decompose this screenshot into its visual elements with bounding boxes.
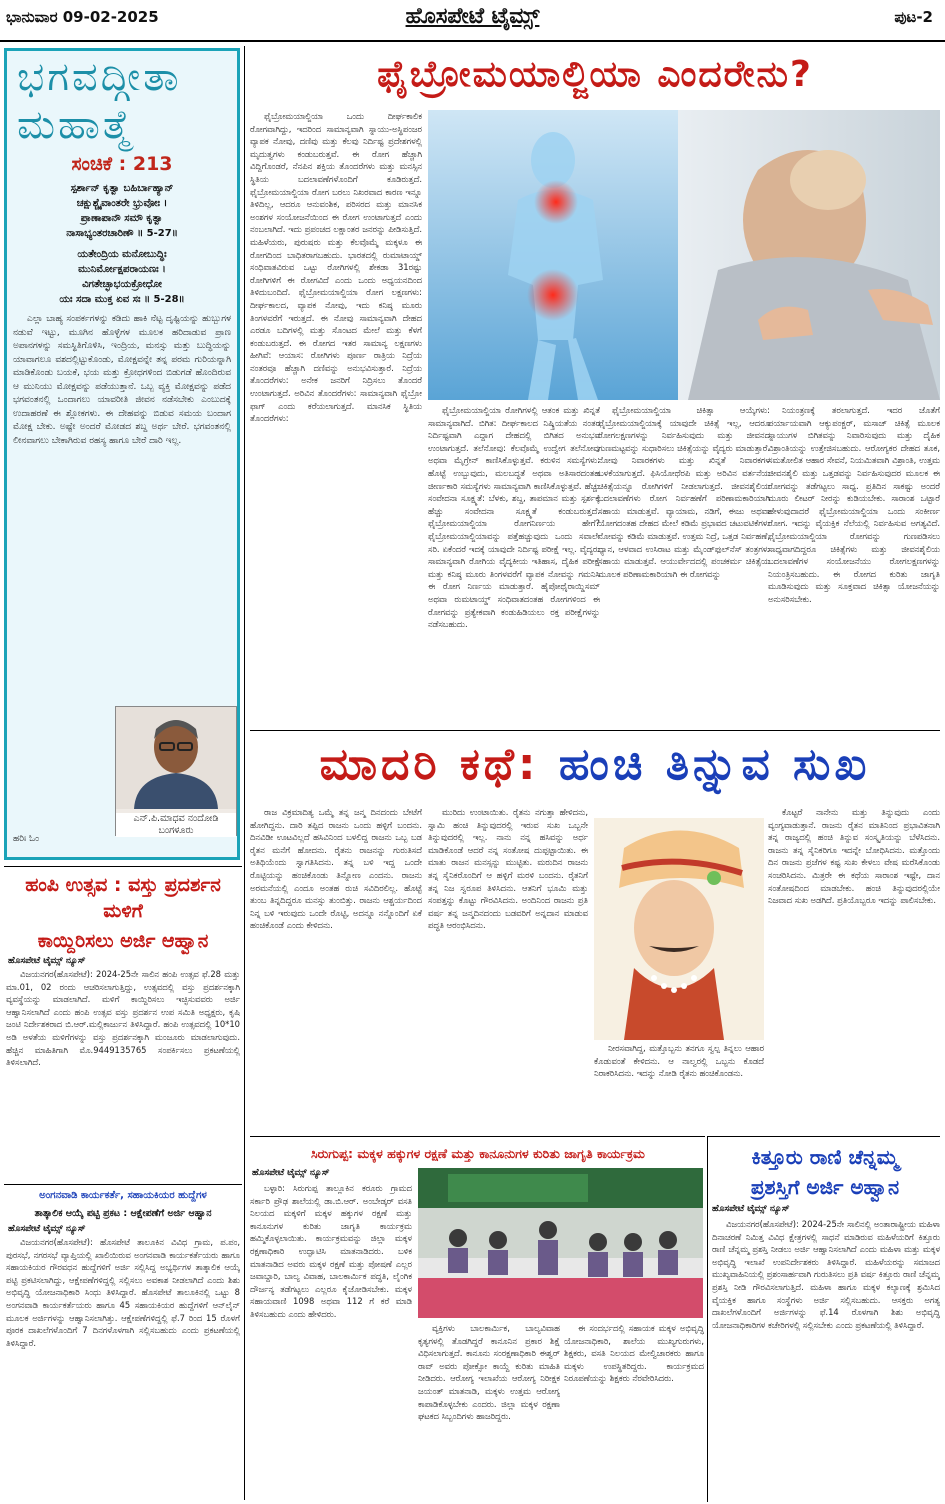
verse-line: ಪ್ರಾಣಾಪಾನೌ ಸಮೌ ಕೃತ್ವಾ <box>80 213 164 224</box>
verse-line: ಮುನಿರ್ಮೋಕ್ಷಪರಾಯಣಃ । <box>78 264 166 275</box>
fibro-col-2 <box>428 404 600 728</box>
masthead: ಹೊಸಪೇಟೆ ಟೈಮ್ಸ್ <box>405 4 540 29</box>
katha-headline <box>250 732 940 798</box>
page-number: ಪುಟ-2 <box>894 8 933 26</box>
section-rule <box>4 1184 242 1185</box>
siruguppa-headline: ಸಿರುಗುಪ್ಪ: ಮಕ್ಕಳ ಹಕ್ಕುಗಳ ರಕ್ಷಣೆ ಮತ್ತು ಕಾನೂನುಗಳ ಕುರಿತು ಜಾಗೃತಿ ಕಾರ್ಯಕ್ರಮ <box>311 1146 645 1161</box>
section-rule <box>250 730 940 731</box>
gita-verse-1 <box>11 181 233 241</box>
katha-text-3: ನೀರಸವಾಗಿದ್ದ, ಮತ್ತೊಬ್ಬನು ತನಗೂ ಸ್ವಲ್ಪ ತಿನ್ನಲು ಆಹಾರ ಕೊಡುವಂತೆ ಕೇಳಿದನು. ಆ ನಾಲ್ವರಲ್ಲಿ ಒಬ್ಬನು ಕೊಡದೆ ನಿರಾಕರಿಸಿದನು. ಇದನ್ನು ನೋಡಿ ರೈತನು ಹಂಚಿಕೊಂಡನು. <box>594 1043 764 1079</box>
fibro-illustration <box>428 110 940 400</box>
gita-issue-number: ಸಂಚಿಕೆ : 213 <box>71 153 173 175</box>
king-illustration <box>594 818 764 1040</box>
hampi-body <box>6 968 240 1180</box>
anganwadi-body <box>6 1236 240 1500</box>
siruguppa-text-3: ಈ ಸಂದರ್ಭದಲ್ಲಿ ಸಹಾಯಕ ಮಕ್ಕಳ ಅಭಿವೃದ್ಧಿ ಯೋಜನಾಧಿಕಾರಿ, ಶಾಲೆಯ ಮುಖ್ಯಗುರುಗಳು, ಶಿಕ್ಷಕರು, ವಸತಿ ನಿಲಯದ ಮೇಲ್ವಿಚಾರಕರು ಹಾಗೂ ಮಕ್ಕಳು ಉಪಸ್ಥಿತರಿದ್ದರು. ಕಾರ್ಯಕ್ರಮದ ನಿರೂಪಣೆಯನ್ನು ಶಿಕ್ಷಕರು ನೆರವೇರಿಸಿದರು. <box>564 1323 704 1384</box>
fibro-text-2: ಫೈಬ್ರೋಮಯಾಲ್ಜಿಯಾ ರೋಗಿಗಳಲ್ಲಿ ಆತಂಕ ಮತ್ತು ಖಿನ್ನತೆ ಸಾಮಾನ್ಯವಾಗಿದೆ. ಬಿಗಿತ: ದೀರ್ಘಕಾಲದ ನಿಷ್ಕ್ರಿಯತೆಯ ನಂತರ ನಿರ್ದಿಷ್ಟವಾಗಿ ಎದ್ದಾಗ ದೇಹದಲ್ಲಿ ಬಿಗಿತದ ಅನುಭವ ಉಂಟಾಗುತ್ತದೆ. ತಲೆನೋವು: ಕೆಲವೊಮ್ಮೆ ಉದ್ವೇಗ ತಲೆನೋವು ಅಥವಾ ಮೈಗ್ರೇನ್ ಕಾಣಿಸಿಕೊಳ್ಳುತ್ತವೆ. ಕರುಳಿನ ಸಮಸ್ಯೆಗಳು: ಹೊಟ್ಟೆ ಉಬ್ಬುವುದು, ಮಲಬದ್ಧತೆ ಅಥವಾ ಅತಿಸಾರದಂತಹ ಜೀರ್ಣಕಾರಿ ಸಮಸ್ಯೆಗಳು ಸಾಮಾನ್ಯವಾಗಿ ಕಾಣಿಸಿಕೊಳ್ಳುತ್ತವೆ. ಹೆಚ್ಚು ಸಂವೇದನಾ ಸೂಕ್ಷ್ಮತೆ: ಬೆಳಕು, ಶಬ್ದ, ತಾಪಮಾನ ಮತ್ತು ಸ್ಪರ್ಶಕ್ಕೆ ಹೆಚ್ಚು ಸಂವೇದನಾ ಸೂಕ್ಷ್ಮತೆ ಕಂಡುಬರುತ್ತದೆ. ಫೈಬ್ರೋಮಯಾಲ್ಜಿಯಾ ರೋಗನಿರ್ಣಯ ಹೇಗೆ? ಫೈಬ್ರೋಮಯಾಲ್ಜಿಯಾವನ್ನು ಪತ್ತೆಹಚ್ಚುವುದು ಒಂದು ಸವಾಲೇ ಸರಿ. ಏಕೆಂದರೆ ಇದಕ್ಕೆ ಯಾವುದೇ ನಿರ್ದಿಷ್ಟ ಪರೀಕ್ಷೆ ಇಲ್ಲ. ವೈದ್ಯರು ಸಾಮಾನ್ಯವಾಗಿ ರೋಗಿಯ ವೈದ್ಯಕೀಯ ಇತಿಹಾಸ, ದೈಹಿಕ ಪರೀಕ್ಷೆ ಮತ್ತು ಕನಿಷ್ಠ ಮೂರು ತಿಂಗಳವರೆಗೆ ವ್ಯಾಪಕ ನೋವನ್ನು ಗಮನಿಸಿ ಈ ರೋಗ ನಿರ್ಣಯ ಮಾಡುತ್ತಾರೆ. ಹೈಪೋಥೈರಾಯ್ಡಿಸಮ್ ಅಥವಾ ರುಮಟಾಯ್ಡ್ ಸಂಧಿವಾತದಂತಹ ರೋಗಗಳಿಂದ ಈ ರೋಗವನ್ನು ಪ್ರತ್ಯೇಕವಾಗಿ ಕಂಡುಹಿಡಿಯಲು ರಕ್ತ ಪರೀಕ್ಷೆಗಳನ್ನು ನಡೆಸಬಹುದು. <box>428 405 600 630</box>
section-rule <box>4 866 242 867</box>
kittur-text: ವಿಜಯನಗರ(ಹೊಸಪೇಟೆ): 2024-25ನೇ ಸಾಲಿನಲ್ಲಿ ಅಂತಾರಾಷ್ಟ್ರೀಯ ಮಹಿಳಾ ದಿನಾಚರಣೆ ನಿಮಿತ್ತ ವಿವಿಧ ಕ್ಷೇತ್ರಗಳಲ್ಲಿ ಸಾಧನೆ ಮಾಡಿರುವ ಮಹಿಳೆಯರಿಗೆ ಕಿತ್ತೂರು ರಾಣಿ ಚೆನ್ನಮ್ಮ ಪ್ರಶಸ್ತಿ ನೀಡಲು ಅರ್ಜಿ ಆಹ್ವಾನಿಸಲಾಗಿದೆ ಎಂದು ಮಹಿಳಾ ಮತ್ತು ಮಕ್ಕಳ ಅಭಿವೃದ್ಧಿ ಇಲಾಖೆ ಉಪನಿರ್ದೇಶಕರು ತಿಳಿಸಿದ್ದಾರೆ. ಮಹಿಳೆಯರನ್ನು ಸಮಾಜದ ಮುಖ್ಯವಾಹಿನಿಯಲ್ಲಿ ಪ್ರಶಂಸಾರ್ಹವಾಗಿ ಗುರುತಿಸಲು ಪ್ರತಿ ವರ್ಷ ಕಿತ್ತೂರು ರಾಣಿ ಚೆನ್ನಮ್ಮ ಪ್ರಶಸ್ತಿ ನೀಡಿ ಗೌರವಿಸಲಾಗುತ್ತಿದೆ. ಮಹಿಳಾ ಹಾಗೂ ಮಕ್ಕಳ ಕಲ್ಯಾಣಕ್ಕೆ ಶ್ರಮಿಸಿದ ವೈಯಕ್ತಿಕ ಹಾಗೂ ಸಂಸ್ಥೆಗಳು ಅರ್ಜಿ ಸಲ್ಲಿಸಬಹುದು. ಆಸಕ್ತರು ಅಗತ್ಯ ದಾಖಲೆಗಳೊಂದಿಗೆ ಅರ್ಜಿಗಳನ್ನು ಫೆ.14 ರೊಳಗಾಗಿ ಶಿಶು ಅಭಿವೃದ್ಧಿ ಯೋಜನಾಧಿಕಾರಿಗಳ ಕಚೇರಿಗಳಲ್ಲಿ ಸಲ್ಲಿಸಬೇಕು ಎಂದು ಪ್ರಕಟಣೆಯಲ್ಲಿ ತಿಳಿಸಿದ್ದಾರೆ. <box>712 1219 940 1330</box>
katha-col-1 <box>250 806 422 1132</box>
gita-end-text: ಹರಿಃ ಓಂ <box>13 834 40 844</box>
gita-body-continued <box>13 691 113 851</box>
kittur-headline <box>710 1142 940 1202</box>
hampi-subheadline: ಕಾಯ್ದಿರಿಸಲು ಅರ್ಜಿ ಆಹ್ವಾನ <box>37 930 209 952</box>
page-header <box>0 0 945 42</box>
siruguppa-text-1: ಬಳ್ಳಾರಿ: ಸಿರುಗುಪ್ಪ ತಾಲ್ಲೂಕಿನ ಕರೂರು ಗ್ರಾಮದ ಸರ್ಕಾರಿ ಪ್ರೌಢ ಶಾಲೆಯಲ್ಲಿ ಡಾ.ಬಿ.ಆರ್. ಅಂಬೇಡ್ಕರ್ ವಸತಿ ನಿಲಯದ ಮಕ್ಕಳಿಗೆ ಮಕ್ಕಳ ಹಕ್ಕುಗಳ ರಕ್ಷಣೆ ಮತ್ತು ಕಾನೂನುಗಳ ಕುರಿತು ಜಾಗೃತಿ ಕಾರ್ಯಕ್ರಮ ಹಮ್ಮಿಕೊಳ್ಳಲಾಯಿತು. ಕಾರ್ಯಕ್ರಮವನ್ನು ಜಿಲ್ಲಾ ಮಕ್ಕಳ ರಕ್ಷಣಾಧಿಕಾರಿ ಉದ್ಘಾಟಿಸಿ ಮಾತನಾಡಿದರು. ಬಳಿಕ ಮಾತನಾಡಿದ ಅವರು ಮಕ್ಕಳ ರಕ್ಷಣೆ ಮತ್ತು ಪೋಷಣೆ ಎಲ್ಲರ ಜವಾಬ್ದಾರಿ, ಬಾಲ್ಯ ವಿವಾಹ, ಬಾಲಕಾರ್ಮಿಕ ಪದ್ಧತಿ, ಲೈಂಗಿಕ ದೌರ್ಜನ್ಯ ತಡೆಗಟ್ಟಲು ಎಲ್ಲರೂ ಕೈಜೋಡಿಸಬೇಕು. ಮಕ್ಕಳ ಸಹಾಯವಾಣಿ 1098 ಅಥವಾ 112 ಗೆ ಕರೆ ಮಾಡಿ ತಿಳಿಸಬಹುದು ಎಂದು ಹೇಳಿದರು. <box>250 1183 412 1319</box>
anganwadi-text: ವಿಜಯನಗರ(ಹೊಸಪೇಟೆ): ಹೊಸಪೇಟೆ ತಾಲೂಕಿನ ವಿವಿಧ ಗ್ರಾಮ, ಪ.ಪಂ, ಪುರಸಭೆ, ನಗರಸಭೆ ವ್ಯಾಪ್ತಿಯಲ್ಲಿ ಖಾಲಿಯಿರುವ ಅಂಗನವಾಡಿ ಕಾರ್ಯಕರ್ತೆಯರು ಹಾಗೂ ಸಹಾಯಕಿಯರ ಗೌರವಧನ ಹುದ್ದೆಗಳಿಗೆ ಅರ್ಜಿ ಸಲ್ಲಿಸಿದ್ದ ಅಭ್ಯರ್ಥಿಗಳ ತಾತ್ಕಾಲಿಕ ಆಯ್ಕೆ ಪಟ್ಟಿ ಪ್ರಕಟಿಸಲಾಗಿದ್ದು, ಆಕ್ಷೇಪಣೆಗಳಿದ್ದಲ್ಲಿ ಸಲ್ಲಿಸಲು ಅವಕಾಶ ನೀಡಲಾಗಿದೆ ಎಂದು ಶಿಶು ಅಭಿವೃದ್ಧಿ ಯೋಜನಾಧಿಕಾರಿ ಸಿಂಧು ತಿಳಿಸಿದ್ದಾರೆ. ಹೊಸಪೇಟೆ ತಾಲೂಕಿನಲ್ಲಿ ಒಟ್ಟು 8 ಅಂಗನವಾಡಿ ಕಾರ್ಯಕರ್ತೆಯರು ಹಾಗೂ 45 ಸಹಾಯಕಿಯರ ಹುದ್ದೆಗಳಿಗೆ ಆನ್‌ಲೈನ್ ಮೂಲಕ ಅರ್ಜಿಗಳನ್ನು ಆಹ್ವಾನಿಸಲಾಗಿತ್ತು. ಆಕ್ಷೇಪಣೆಗಳಿದ್ದಲ್ಲಿ ಫೆ.7 ರಿಂದ 15 ರೊಳಗೆ ಪೂರಕ ದಾಖಲೆಗಳೊಂದಿಗೆ 7 ದಿನಗಳೊಳಗಾಗಿ ಸಲ್ಲಿಸಬಹುದು ಎಂದು ಪ್ರಕಟಣೆಯಲ್ಲಿ ತಿಳಿಸಿದ್ದಾರೆ. <box>6 1237 240 1348</box>
gita-body-text: ಎಲ್ಲಾ ಬಾಹ್ಯ ಸಂಪರ್ಕಗಳನ್ನು ಕಡಿದು ಹಾಕಿ ನೆಟ್ಟ ದೃಷ್ಟಿಯನ್ನು ಹುಬ್ಬುಗಳ ನಡುವೆ ಇಟ್ಟು, ಮೂಗಿನ ಹೊಳ್ಳೆಗಳ ಮೂಲಕ ಹರಿದಾಡುವ ಪ್ರಾಣ ಅಪಾನಗಳನ್ನು ಸಮಸ್ಥಿತಿಗೊಳಿಸಿ, ಇಂದ್ರಿಯ, ಮನಸ್ಸು ಮತ್ತು ಬುದ್ಧಿಯನ್ನು ಯಾವಾಗಲೂ ವಶದಲ್ಲಿಟ್ಟುಕೊಂಡು, ಮೋಕ್ಷವನ್ನೇ ತನ್ನ ಪರಮ ಗುರಿಯನ್ನಾಗಿ ಮಾಡಿಕೊಂಡು ಬಯಕೆ, ಭಯ ಮತ್ತು ಕ್ರೋಧಗಳಿಂದ ಬಿಡುಗಡೆ ಹೊಂದಿರುವ ಆ ಮುನಿಯು ಮೋಕ್ಷವನ್ನು ಪಡೆಯುತ್ತಾನೆ. ಒಬ್ಬ ವ್ಯಕ್ತಿ ಮೋಕ್ಷವನ್ನು ಪಡೆದ ಭಗವಂತನಲ್ಲಿ ಒಂದಾಗಲು ಯಾವರೀತಿ ಜೀವನ ನಡೆಸಬೇಕು ಎಂಬುದಕ್ಕೆ ಉದಾಹರಣೆ ಈ ಶ್ಲೋಕಗಳು. ಈ ದೇಹವನ್ನು ಬಿಡುವ ಸಮಯ ಬಂದಾಗ ಮೋಕ್ಷ ಬೇಕು. ಅಷ್ಟೇ ಅಂದರೆ ಮೋಡದ ಶಬ್ದ ಅರ್ಥ ಬೇರೆ. ಭಗವಂತನಲ್ಲಿ ಲೀನವಾಗಲು ಬೇಕಾಗಿರುವ ರಹಸ್ಯ ಹಾಗೂ ಬೇರೆ ದಾರಿ ಇಲ್ಲ. <box>13 314 231 446</box>
fibro-text-3: ಫೈಬ್ರೋಮಯಾಲ್ಜಿಯಾ ಚಿಕಿತ್ಸಾ ಆಯ್ಕೆಗಳು: ಫೈಬ್ರೋಮಯಾಲ್ಜಿಯಾಕ್ಕೆ ಯಾವುದೇ ಚಿಕಿತ್ಸೆ ಇಲ್ಲ, ಆದರೂ ರೋಗಲಕ್ಷಣಗಳನ್ನು ನಿರ್ವಹಿಸುವುದು ಮತ್ತು ಜೀವನದ ಗುಣಮಟ್ಟವನ್ನು ಸುಧಾರಿಸಲು ಚಿಕಿತ್ಸೆಯನ್ನು ವೈದ್ಯರು ಮಾಡುತ್ತಾರೆ. ನೋವು ನಿವಾರಕಗಳು ಮತ್ತು ಖಿನ್ನತೆ ನಿವಾರಕಗಳ ಬಳಕೆಯಾಗುತ್ತದೆ. ಫಿಸಿಯೋಥೆರಪಿ ಮತ್ತು ಅರಿವಿನ ವರ್ತನೆಯ ಚಿಕಿತ್ಸೆಯನ್ನೂ ರೋಗಿಗಳಿಗೆ ನೀಡಲಾಗುತ್ತದೆ. ಜೀವನಶೈಲಿಯ ಬದಲಾವಣೆಗಳು ರೋಗ ನಿರ್ವಹಣೆಗೆ ಪರಿಣಾಮಕಾರಿಯಾಗಿ ಸಹಾಯ ಮಾಡುತ್ತವೆ. ವ್ಯಾಯಾಮ, ನಡಿಗೆ, ಈಜು ಅಥವಾ ಯೋಗದಂತಹ ದೇಹದ ಮೇಲೆ ಕಡಿಮೆ ಪ್ರಭಾವದ ಚಟುವಟಿಕೆಗಳು ನೋವನ್ನು ಕಡಿಮೆ ಮಾಡುತ್ತವೆ. ಉತ್ತಮ ನಿದ್ರೆ, ಒತ್ತಡ ನಿರ್ವಹಣೆ, ಧ್ಯಾನ, ಆಳವಾದ ಉಸಿರಾಟ ಮತ್ತು ಮೈಂಡ್‌ಫುಲ್‌ನೆಸ್ ತಂತ್ರಗಳು ಸಹಾಯ ಮಾಡುತ್ತವೆ. ಆಯುರ್ವೇದದಲ್ಲಿ ಪಂಚಕರ್ಮ ಚಿಕಿತ್ಸೆಯ ಮೂಲಕ ಪರಿಣಾಮಕಾರಿಯಾಗಿ ಈ ರೋಗವನ್ನು <box>598 405 770 579</box>
hampi-dateline: ಹೊಸಪೇಟೆ ಟೈಮ್ಸ್ ನ್ಯೂಸ್ <box>8 956 86 966</box>
kittur-title-1: ಕಿತ್ತೂರು ರಾಣಿ ಚೆನ್ನಮ್ಮ <box>751 1145 899 1169</box>
kittur-dateline: ಹೊಸಪೇಟೆ ಟೈಮ್ಸ್ ನ್ಯೂಸ್ <box>712 1204 790 1214</box>
section-rule <box>250 1136 705 1137</box>
katha-col-4 <box>768 806 940 1132</box>
siruguppa-col-1 <box>250 1182 412 1500</box>
fibro-photo <box>428 110 940 400</box>
gita-body <box>13 313 231 693</box>
anganwadi-headline: ಅಂಗನವಾಡಿ ಕಾರ್ಯಕರ್ತೆ, ಸಹಾಯಕಿಯರ ಹುದ್ದೆಗಳ <box>39 1190 207 1201</box>
siruguppa-col-2 <box>418 1322 560 1500</box>
verse-line: ಯತೇಂದ್ರಿಯ ಮನೋಬುದ್ಧಿಃ <box>77 249 167 260</box>
hampi-headline: ಹಂಪಿ ಉತ್ಸವ : ವಸ್ತು ಪ್ರದರ್ಶನ ಮಳಿಗೆ <box>25 874 221 922</box>
verse-line: ನಾಸಾಭ್ಯಂತರಚಾರಿಣೌ ॥ 5-27॥ <box>66 228 178 239</box>
king-portrait <box>594 818 764 1040</box>
author-place: ಬಂಗಳೂರು <box>116 825 236 837</box>
hampi-text: ವಿಜಯನಗರ(ಹೊಸಪೇಟೆ): 2024-25ನೇ ಸಾಲಿನ ಹಂಪಿ ಉತ್ಸವ ಫೆ.28 ಮತ್ತು ಮಾ.01, 02 ರಂದು ಆಚರಿಸಲಾಗುತ್ತಿದ್ದು, ಉತ್ಸವದಲ್ಲಿ ವಸ್ತು ಪ್ರದರ್ಶನಕ್ಕಾಗಿ ವ್ಯವಸ್ಥೆಯನ್ನು ಮಾಡಲಾಗಿದೆ. ಮಳಿಗೆ ಕಾಯ್ದಿರಿಸಲು ಇಚ್ಛಿಸುವವರು ಅರ್ಜಿ ಆಹ್ವಾನಿಸಲಾಗಿದೆ ಎಂದು ಹಂಪಿ ಉತ್ಸವ ವಸ್ತು ಪ್ರದರ್ಶನ ಉಪ ಸಮಿತಿ ಅಧ್ಯಕ್ಷರು, ಕೃಷಿ ಜಂಟಿ ನಿರ್ದೇಶಕರಾದ ಬಿ.ಆರ್.ಮಲ್ಲಿಕಾರ್ಜುನ ತಿಳಿಸಿದ್ದಾರೆ. ಹಂಪಿ ಉತ್ಸವದಲ್ಲಿ 10*10 ಅಡಿ ಅಳತೆಯ ಮಳಿಗೆಗಳನ್ನು ವಸ್ತು ಪ್ರದರ್ಶನಕ್ಕಾಗಿ ಮಂಜೂರು ಮಾಡಲಾಗುವುದು. ಹೆಚ್ಚಿನ ಮಾಹಿತಿಗಾಗಿ ಮೊ.9449135765 ಸಂಪರ್ಕಿಸಲು ಪ್ರಕಟಣೆಯಲ್ಲಿ ತಿಳಿಸಲಾಗಿದೆ. <box>6 969 240 1068</box>
verse-line: ಚಕ್ಷುಶ್ಚೈವಾಂತರೇ ಭ್ರುವೋಃ । <box>76 198 168 209</box>
katha-text-2: ಮುರಿದು ಉಂಟಾಯಿತು. ರೈತನು ನಗುತ್ತಾ ಹೇಳಿದನು, ಸ್ವಾಮಿ ಹಂಚಿ ತಿನ್ನುವುದರಲ್ಲಿ ಇರುವ ಸುಖ ಒಬ್ಬನೇ ತಿನ್ನುವುದರಲ್ಲಿ ಇಲ್ಲ. ನಾನು ನನ್ನ ಹಸಿವನ್ನು ಅರ್ಧ ಮಾಡಿಕೊಂಡೆ ಆದರೆ ನನ್ನ ಸಂತೋಷ ದುಪ್ಪಟ್ಟಾಯಿತು. ಈ ಮಾತು ರಾಜನ ಮನಸ್ಸನ್ನು ಮುಟ್ಟಿತು. ಮರುದಿನ ರಾಜನು ತನ್ನ ಸೈನಿಕರೊಂದಿಗೆ ಆ ಹಳ್ಳಿಗೆ ಮರಳಿ ಬಂದನು. ರೈತನಿಗೆ ತನ್ನ ನಿಜ ಸ್ವರೂಪ ತಿಳಿಸಿದನು. ಆತನಿಗೆ ಭೂಮಿ ಮತ್ತು ಸಂಪತ್ತನ್ನು ಕೊಟ್ಟು ಗೌರವಿಸಿದನು. ಅಂದಿನಿಂದ ರಾಜನು ಪ್ರತಿ ವರ್ಷ ತನ್ನ ಜನ್ಮದಿನದಂದು ಬಡವರಿಗೆ ಅನ್ನದಾನ ಮಾಡುವ ಪದ್ಧತಿ ಆರಂಭಿಸಿದನು. <box>428 807 588 931</box>
kittur-title-2: ಪ್ರಶಸ್ತಿಗೆ ಅರ್ಜಿ ಅಹ್ವಾನ <box>750 1175 900 1199</box>
verse-line: ವಿಗತೇಚ್ಛಾಭಯಕ್ರೋಧೋ <box>82 279 162 290</box>
katha-title: ಹಂಚಿ ತಿನ್ನುವ ಸುಖ <box>558 739 871 790</box>
katha-col-2 <box>428 806 588 1132</box>
section-rule <box>708 1136 940 1137</box>
author-name: ಎನ್.ಪಿ.ಮಾಧವ ನಂದೋಡಿ <box>116 813 236 825</box>
siruguppa-photo <box>418 1168 703 1318</box>
anganwadi-dateline: ಹೊಸಪೇಟೆ ಟೈಮ್ಸ್ ನ್ಯೂಸ್ <box>8 1224 86 1234</box>
anganwadi-subheadline: ತಾತ್ಕಾಲಿಕ ಆಯ್ಕೆ ಪಟ್ಟಿ ಪ್ರಕಟ : ಆಕ್ಷೇಪಣೆಗೆ ಅರ್ಜಿ ಆಹ್ವಾನ <box>34 1208 212 1219</box>
gita-title-2: ಮಹಾತ್ಮೆ <box>17 102 135 148</box>
verse-line: ಯಃ ಸದಾ ಮುಕ್ತ ಏವ ಸಃ ॥ 5-28॥ <box>59 294 185 305</box>
fibro-col-4 <box>768 404 940 728</box>
katha-text-1: ರಾಜ ವಿಕ್ರಮಾದಿತ್ಯ ಒಮ್ಮೆ ತನ್ನ ಜನ್ಮ ದಿನದಂದು ಬೇಟೆಗೆ ಹೋಗಿದ್ದನು. ದಾರಿ ತಪ್ಪಿದ ರಾಜನು ಒಂದು ಹಳ್ಳಿಗೆ ಬಂದನು. ದಿನವಿಡೀ ಊಟವಿಲ್ಲದೆ ಹಸಿವಿನಿಂದ ಬಳಲಿದ್ದ ರಾಜನು ಒಬ್ಬ ಬಡ ರೈತನ ಮನೆಗೆ ಹೋದನು. ರೈತನು ರಾಜನನ್ನು ಗುರುತಿಸದೆ ಅತಿಥಿಯೆಂದು ಸ್ವಾಗತಿಸಿದನು. ತನ್ನ ಬಳಿ ಇದ್ದ ಒಂದೇ ರೊಟ್ಟಿಯನ್ನು ಹಂಚಿಕೊಂಡು ತಿನ್ನೋಣ ಎಂದನು. ರಾಜನು ಅರಮನೆಯಲ್ಲಿ ಎಂದೂ ಅಂತಹ ರುಚಿ ಸವಿದಿರಲಿಲ್ಲ. ಹೊಟ್ಟೆ ತುಂಬ ತಿನ್ನದಿದ್ದರೂ ಮನಸ್ಸು ತುಂಬಿತ್ತು. ರಾಜನು ಆಶ್ಚರ್ಯದಿಂದ ನಿನ್ನ ಬಳಿ ಇರುವುದು ಒಂದೇ ರೊಟ್ಟಿ, ಅದನ್ನೂ ನನ್ನೊಂದಿಗೆ ಏಕೆ ಹಂಚಿಕೊಂಡೆ ಎಂದು ಕೇಳಿದನು. <box>250 807 422 931</box>
event-photo <box>418 1168 703 1318</box>
katha-col-3 <box>594 1042 764 1132</box>
fibro-headline: ಫೈಬ್ರೋಮಯಾಲ್ಜಿಯಾ ಎಂದರೇನು? <box>377 54 813 95</box>
gita-title-1: ಭಗವದ್ಗೀತಾ <box>17 54 182 100</box>
katha-title-label: ಮಾದರಿ ಕಥೆ: <box>319 739 540 790</box>
kittur-body <box>712 1218 940 1500</box>
author-portrait <box>116 707 236 809</box>
gita-verse-2 <box>11 247 233 307</box>
siruguppa-col-3 <box>564 1322 704 1500</box>
fibro-col-1 <box>250 110 422 728</box>
issue-date: ಭಾನುವಾರ 09-02-2025 <box>6 8 159 26</box>
katha-text-4: ಕೊಟ್ಟರೆ ನಾನೇನು ಮತ್ತು ತಿನ್ನುವುದು ಎಂದು ವ್ಯಂಗ್ಯವಾಡುತ್ತಾನೆ. ರಾಜನು ರೈತನ ಮಾತಿನಿಂದ ಪ್ರಭಾವಿತನಾಗಿ ತನ್ನ ರಾಜ್ಯದಲ್ಲಿ ಹಂಚಿ ತಿನ್ನುವ ಸಂಸ್ಕೃತಿಯನ್ನು ಬೆಳೆಸಿದನು. ರಾಜನು ತನ್ನ ಸೈನಿಕರಿಗೂ ಇದನ್ನೇ ಬೋಧಿಸಿದನು. ಮತ್ತೊಂದು ದಿನ ರಾಜನು ಪ್ರಜೆಗಳ ಕಷ್ಟ ಸುಖ ಕೇಳಲು ವೇಷ ಮರೆಸಿಕೊಂಡು ಸಂಚರಿಸಿದನು. ಮಿತ್ರರೇ ಈ ಕಥೆಯ ಸಾರಾಂಶ ಇಷ್ಟೇ, ದಾನ ಸಂತೋಷದಿಂದ ಮಾಡಬೇಕು. ಹಂಚಿ ತಿನ್ನುವುದರಲ್ಲಿಯೇ ನಿಜವಾದ ಸುಖ ಅಡಗಿದೆ. ಪ್ರತಿಯೊಬ್ಬರೂ ಇದನ್ನು ಪಾಲಿಸಬೇಕು. <box>768 807 940 906</box>
gita-column <box>4 48 240 860</box>
verse-line: ಸ್ಪರ್ಶಾನ್ ಕೃತ್ವಾ ಬಹಿರ್ಬಾಹ್ಯಾನ್ <box>70 183 174 194</box>
siruguppa-dateline: ಹೊಸಪೇಟೆ ಟೈಮ್ಸ್ ನ್ಯೂಸ್ <box>252 1168 330 1178</box>
fibro-text-4: ನಿಯಂತ್ರಣಕ್ಕೆ ತರಲಾಗುತ್ತದೆ. ಇದರ ಜೊತೆಗೆ ಪರ್ಯಾಯವಾಗಿ ಆಕ್ಯುಪಂಕ್ಚರ್, ಮಸಾಜ್ ಚಿಕಿತ್ಸೆ ಮೂಲಕ ಸ್ನಾಯುಗಳ ಬಿಗಿತವನ್ನು ನಿವಾರಿಸುವುದು ಮತ್ತು ದೈಹಿಕ ವಿಶ್ರಾಂತಿಯನ್ನು ಉತ್ತೇಜಿಸಬಹುದು. ಆರೋಗ್ಯಕರ ದೇಹದ ತೂಕ, ಸಮತೋಲಿತ ಆಹಾರ ಸೇವನೆ, ನಿಯಮಿತವಾಗಿ ವಿಶ್ರಾಂತಿ, ಉತ್ತಮ ಜೀವನಶೈಲಿ ಮತ್ತು ಒತ್ತಡವನ್ನು ನಿರ್ವಹಿಸುವುದರ ಮೂಲಕ ಈ ರೋಗವನ್ನು ತಡೆಗಟ್ಟಲು ಸಾಧ್ಯ. ಪ್ರತಿದಿನ ಸಾಕಷ್ಟು ಅಂದರೆ ಮೂರು ಲೀಟರ್ ನೀರನ್ನು ಕುಡಿಯಬೇಕು. ಸಾರಾಂಶ ಒಟ್ಟಾರೆ ಹೇಳುವುದಾದರೆ ಫೈಬ್ರೋಮಯಾಲ್ಜಿಯಾ ಒಂದು ಸಂಕೀರ್ಣ ರೋಗ. ಇದನ್ನು ವೈಯಕ್ತಿಕ ನೆಲೆಯಲ್ಲಿ ನಿರ್ವಹಿಸುವ ಅಗತ್ಯವಿದೆ. ಫೈಬ್ರೋಮಯಾಲ್ಜಿಯಾ ರೋಗವನ್ನು ಗುಣಪಡಿಸಲು ಸಾಧ್ಯವಾಗದಿದ್ದರೂ ಚಿಕಿತ್ಸೆಗಳು ಮತ್ತು ಜೀವನಶೈಲಿಯ ಬದಲಾವಣೆಗಳ ಸಂಯೋಜನೆಯು ರೋಗಲಕ್ಷಣಗಳನ್ನು ನಿಯಂತ್ರಿಸಬಹುದು. ಈ ರೋಗದ ಕುರಿತು ಜಾಗೃತಿ ಮೂಡಿಸುವುದು ಮತ್ತು ಸೂಕ್ತವಾದ ಚಿಕಿತ್ಸಾ ಯೋಜನೆಯನ್ನು ಅನುಸರಿಸಬೇಕು. <box>768 405 940 604</box>
author-photo <box>115 706 237 836</box>
column-rule <box>244 46 245 1500</box>
fibro-col-3 <box>598 404 770 728</box>
siruguppa-text-2: ವ್ಯಕ್ತಿಗಳು ಬಾಲಕಾರ್ಮಿಕ, ಬಾಲ್ಯವಿವಾಹ ಕೃತ್ಯಗಳಲ್ಲಿ ತೊಡಗಿದ್ದರೆ ಕಾನೂನಿನ ಪ್ರಕಾರ ಶಿಕ್ಷೆ ವಿಧಿಸಲಾಗುತ್ತದೆ. ಕಾನೂನು ಸಂರಕ್ಷಣಾಧಿಕಾರಿ ಈಶ್ವರ್ ರಾವ್ ಅವರು ಪೋಕ್ಸೋ ಕಾಯ್ದೆ ಕುರಿತು ಮಾಹಿತಿ ನೀಡಿದರು. ಆರೋಗ್ಯ ಇಲಾಖೆಯ ಆರೋಗ್ಯ ನಿರೀಕ್ಷಕ ಜಯಂತ್ ಮಾತನಾಡಿ, ಮಕ್ಕಳು ಉತ್ತಮ ಆರೋಗ್ಯ ಕಾಪಾಡಿಕೊಳ್ಳಬೇಕು ಎಂದರು. ಜಿಲ್ಲಾ ಮಕ್ಕಳ ರಕ್ಷಣಾ ಘಟಕದ ಸಿಬ್ಬಂದಿಗಳು ಹಾಜರಿದ್ದರು. <box>418 1323 560 1422</box>
fibro-text-1: ಫೈಬ್ರೋಮಯಾಲ್ಜಿಯಾ ಒಂದು ದೀರ್ಘಕಾಲಿಕ ರೋಗವಾಗಿದ್ದು, ಇದರಿಂದ ಸಾಮಾನ್ಯವಾಗಿ ಸ್ನಾಯು-ಅಸ್ಥಿಪಂಜರ ವ್ಯಾಪಕ ನೋವು, ದಣಿವು ಮತ್ತು ಕೆಲವು ನಿರ್ದಿಷ್ಟ ಪ್ರದೇಶಗಳಲ್ಲಿ ಮೃದುತ್ವಗಳು ಕಂಡುಬರುತ್ತವೆ. ಈ ರೋಗ ಹೆಚ್ಚಾಗಿ ವಿದ್ದಿಗೊಂಡರೆ, ನೆನಪಿನ ಶಕ್ತಿಯ ತೊಂದರೆಗಳು ಮತ್ತು ಮನಸ್ಸಿನ ಸ್ಥಿತಿಯ ಬದಲಾವಣೆಗಳೊಂದಿಗೆ ಕೂಡಿರುತ್ತದೆ. ಫೈಬ್ರೋಮಯಾಲ್ಜಿಯಾ ರೋಗ ಬರಲು ನಿಖರವಾದ ಕಾರಣ ಇನ್ನೂ ತಿಳಿದಿಲ್ಲ, ಆದರೂ ಆನುವಂಶಿಕ, ಪರಿಸರದ ಮತ್ತು ಮಾನಸಿಕ ಅಂಶಗಳ ಸಂಯೋಜನೆಯಿಂದ ಈ ರೋಗ ಉಂಟಾಗುತ್ತದೆ ಎಂದು ನಂಬಲಾಗಿದೆ. ಇದು ಪ್ರಪಂಚದ ಲಕ್ಷಾಂತರ ಜನರನ್ನು ಪೀಡಿಸುತ್ತಿದೆ. ಮಹಿಳೆಯರು, ಪುರುಷರು ಮತ್ತು ಕೆಲವೊಮ್ಮೆ ಮಕ್ಕಳೂ ಈ ರೋಗದಿಂದ ಬಾಧಿತರಾಗಬಹುದು. ಭಾರತದಲ್ಲಿ ರುಮಾಟಾಯ್ಡ್ ಸಂಧಿವಾತವಿರುವ ಒಟ್ಟು ರೋಗಿಗಳಲ್ಲಿ ಶೇಕಡಾ 31ರಷ್ಟು ರೋಗಿಗಳಿಗೆ ಈ ರೋಗವಿದೆ ಎಂದು ಒಂದು ಅಧ್ಯಯನದಿಂದ ತಿಳಿದುಬಂದಿದೆ. ಫೈಬ್ರೋಮಯಾಲ್ಜಿಯಾ ರೋಗ ಲಕ್ಷಣಗಳು: ದೀರ್ಘಕಾಲದ, ವ್ಯಾಪಕ ನೋವು, ಇದು ಕನಿಷ್ಠ ಮೂರು ತಿಂಗಳವರೆಗೆ ಇರುತ್ತದೆ. ಈ ನೋವು ಸಾಮಾನ್ಯವಾಗಿ ದೇಹದ ಎರಡೂ ಬದಿಗಳಲ್ಲಿ ಮತ್ತು ಸೊಂಟದ ಮೇಲೆ ಮತ್ತು ಕೆಳಗೆ ಕಂಡುಬರುತ್ತದೆ. ಈ ರೋಗದ ಇತರ ಸಾಮಾನ್ಯ ಲಕ್ಷಣಗಳು ಹೀಗಿವೆ: ಆಯಾಸ: ರೋಗಿಗಳು ಪೂರ್ಣ ರಾತ್ರಿಯ ನಿದ್ರೆಯ ನಂತರವೂ ಹೆಚ್ಚಾಗಿ ದಣಿವನ್ನು ಅನುಭವಿಸುತ್ತಾರೆ. ನಿದ್ರೆಯ ತೊಂದರೆಗಳು: ಅನೇಕ ಜನರಿಗೆ ನಿದ್ರಿಸಲು ತೊಂದರೆ ಉಂಟಾಗುತ್ತದೆ. ಅರಿವಿನ ತೊಂದರೆಗಳು: ಸಾಮಾನ್ಯವಾಗಿ ಫೈಬ್ರೋ ಫಾಗ್ ಎಂದು ಕರೆಯಲಾಗುತ್ತದೆ. ಮಾನಸಿಕ ಸ್ಥಿತಿಯ ತೊಂದರೆಗಳು: <box>250 111 422 424</box>
column-rule <box>707 1136 708 1502</box>
